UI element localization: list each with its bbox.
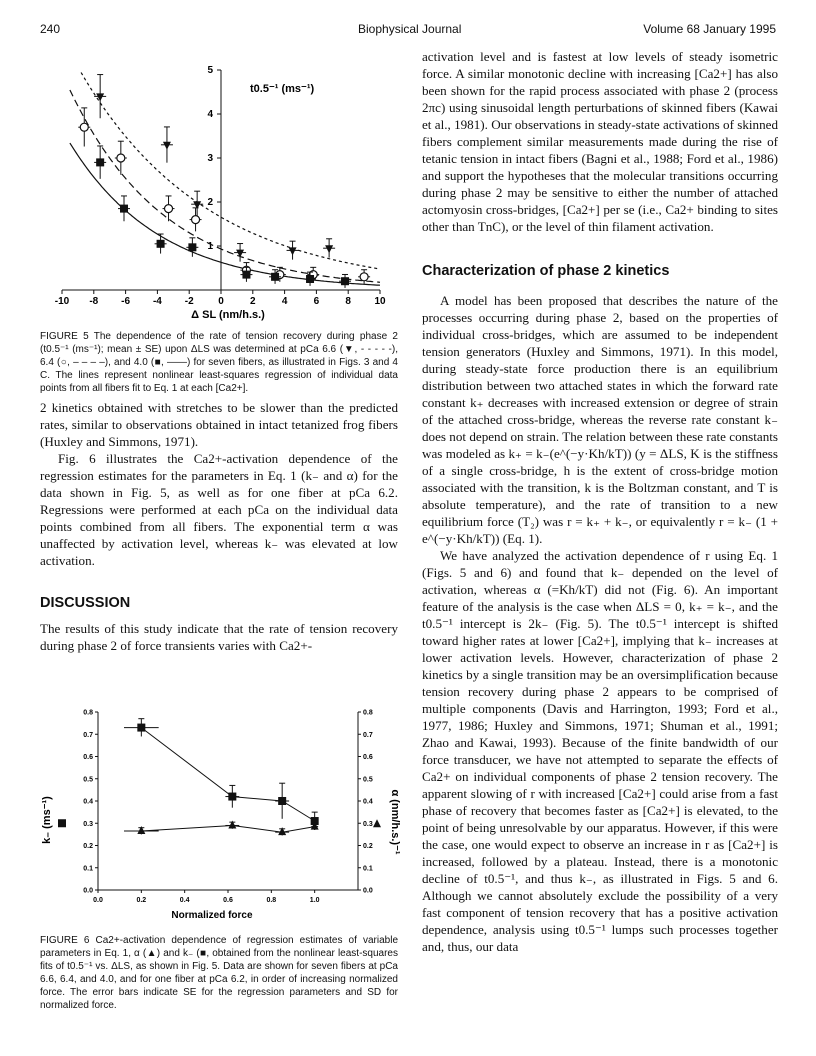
fig5-x-tick-label: -4	[152, 296, 162, 307]
fig6-data-point	[137, 724, 145, 732]
fig5-data-point	[236, 250, 244, 258]
fig5-fit-curve	[70, 143, 380, 285]
fig6-x-axis-label: Normalized force	[171, 910, 253, 921]
fig6-x-tick-label: 0.8	[266, 897, 277, 904]
fig5-data-point	[163, 142, 171, 150]
fig6-y-tick-label: 0.5	[83, 776, 93, 784]
volume-info: Volume 68 January 1995	[643, 22, 776, 36]
fig5-x-tick-label: 4	[281, 296, 288, 307]
fig6-y2-tick-label: 0.7	[363, 731, 373, 739]
figure-6-chart	[40, 700, 401, 925]
fig5-x-tick-label: 0	[218, 296, 224, 307]
fig5-data-point	[289, 247, 297, 255]
fig6-y-tick-label: 0.3	[83, 820, 93, 828]
left-paragraph-3: The results of this study indicate that the rate of tension recovery during phase 2 of force transients varies with Ca2+-	[40, 621, 398, 653]
fig5-data-point	[360, 273, 368, 281]
fig5-y-tick-label: 1	[207, 241, 213, 252]
fig5-data-point	[306, 275, 314, 283]
journal-name: Biophysical Journal	[358, 22, 462, 36]
fig6-y-tick-label: 0.6	[83, 754, 93, 761]
figure-5-chart	[40, 50, 398, 320]
fig6-y-tick-label: 0.1	[83, 865, 93, 873]
running-header	[40, 22, 776, 40]
discussion-heading: DISCUSSION	[40, 595, 131, 611]
figure-5-caption: FIGURE 5 The dependence of the rate of tension recovery during phase 2 (t0.5⁻¹ (ms⁻¹); mean ± SE) upon ΔLS was determined at pCa 6.6 (▼, - - - - -), 6.4 (○, – – – –), and 4.0 (■, ——) for seven fibers, as illustrated in Figs. 3 and 4 C. The lines represent nonlinear least-squares regression of individual data points from all fibers fit to Eq. 1 at each [Ca2+].	[40, 331, 398, 394]
fig5-fit-curve	[70, 90, 380, 282]
fig5-x-tick-label: 10	[374, 296, 386, 307]
fig5-data-point	[96, 158, 104, 166]
left-paragraph-2: Fig. 6 illustrates the Ca2+-activation dependence of the regression estimates for the parameters in Eq. 1 (k₋ and α) for the data shown in Fig. 5, as well as for one fiber at pCa 6.2. Regressions were performed at each pCa on the individual data points combined from all fibers. The exponential term α was unaffected by activation level, whereas k₋ was elevated at low activation.	[40, 451, 398, 568]
fig6-y2-tick-label: 0.1	[363, 865, 373, 873]
fig6-data-point	[278, 797, 286, 805]
fig5-x-tick-label: 2	[250, 296, 256, 307]
fig6-y-tick-label: 0.4	[83, 798, 93, 806]
fig5-data-point	[157, 240, 165, 248]
fig5-data-point	[165, 205, 173, 213]
fig5-y-tick-label: 4	[207, 109, 213, 120]
fig6-y2-tick-label: 0.6	[363, 754, 373, 761]
fig5-x-tick-label: -2	[184, 296, 194, 307]
fig5-y-tick-label: 2	[207, 197, 213, 208]
fig5-fit-curve	[81, 73, 380, 270]
fig5-data-point	[117, 154, 125, 162]
fig5-y-tick-label: 3	[207, 153, 213, 164]
fig5-data-point	[188, 243, 196, 251]
fig5-data-point	[325, 245, 333, 253]
fig6-y2-tick-label: 0.4	[363, 798, 373, 806]
fig6-y-tick-label: 0.0	[83, 887, 93, 895]
fig6-y2-tick-label: 0.8	[363, 709, 373, 717]
fig5-x-tick-label: -6	[121, 296, 131, 307]
phase2-heading: Characterization of phase 2 kinetics	[422, 263, 670, 279]
fig6-series-line	[141, 728, 314, 821]
fig6-x-tick-label: 0.0	[93, 897, 103, 904]
fig6-y-tick-label: 0.2	[83, 843, 93, 850]
fig6-data-point	[228, 793, 236, 801]
left-paragraph-1: 2 kinetics obtained with stretches to be slower than the predicted rates, similar to observations obtained in intact tetanized frog fibers (Huxley and Simmons, 1971).	[40, 400, 398, 449]
fig6-y2-tick-label: 0.5	[363, 776, 373, 784]
fig5-data-point	[271, 273, 279, 281]
fig6-kminus-legend-square	[58, 819, 66, 827]
figure-6-caption: FIGURE 6 Ca2+-activation dependence of regression estimates of variable parameters in Eq. 1, α (▲) and k₋ (■, obtained from the nonlinear least-squares fits of t0.5⁻¹ vs. ΔLS, as shown in Fig. 5. Data are shown for seven fibers at pCa 6.6, 6.4, and 4.0, and for one fiber at pCa 6.2, in order of increasing normalized force. The error bars indicate SE for the regression parameters and SD for normalized force.	[40, 935, 398, 1011]
fig6-x-tick-label: 0.6	[223, 897, 233, 904]
right-paragraph-2: A model has been proposed that describes the nature of the processes occurring during phase 2, based on the properties of individual cross-bridges, which are assumed to be independent tension generators (Huxley and Simmons, 1971). In this model, during steady-state force production there is an equilibrium distribution between two attached states in which the forward rate constant k₊ decreases with increased extension or degree of strain of the attached cross-bridge, whereas the reverse rate constant k₋ does not depend on strain. The relation between these rate constants was modeled as k₊ = k₋(e^(−y·Kh/kT)) (y = ΔLS, K is the stiffness of a single cross-bridge, h is the extent of cross-bridge motion associated with the transition, k is the Boltzman constant, and T is absolute temperature), and the rate of transition to a new equilibrium force (T₂) was r = k₊ + k₋, or equivalently r = k₋ (1 + e^(−y·Kh/kT)) (Eq. 1).	[422, 293, 778, 546]
fig6-y2-tick-label: 0.0	[363, 887, 373, 895]
fig5-data-point	[120, 205, 128, 213]
right-paragraph-1: activation level and is fastest at low levels of steady isometric force. A similar monotonic decline with increasing [Ca2+] has also been shown for the rapid process associated with phase 2 (process 2πc) using sinusoidal length perturbations of skinned fibers (Kawai et al., 1981). Our observations in steady-state activations of skinned fibers complement similar measurements made during the rise of tetanic tension in intact fibers (Bagni et al., 1988; Ford et al., 1986) and support the hypotheses that the molecular transitions occurring during phase 2 may be sensitive to either the number of attached actomyosin cross-bridges, [Ca2+] per se (i.e., Ca2+ binding to sites other than TnC), or the level of thin filament activation.	[422, 49, 778, 234]
fig5-x-axis-label: Δ SL (nm/h.s.)	[191, 309, 265, 321]
fig5-data-point	[192, 216, 200, 224]
fig6-x-tick-label: 1.0	[309, 897, 320, 904]
fig6-x-tick-label: 0.4	[179, 897, 190, 904]
fig5-y-axis-label: t0.5⁻¹ (ms⁻¹)	[250, 83, 315, 95]
fig5-data-point	[96, 93, 104, 101]
right-paragraph-3: We have analyzed the activation dependence of r using Eq. 1 (Figs. 5 and 6) and found that k₋ depended on the level of activation, whereas α (=Kh/kT) did not (Fig. 6). An important feature of the analysis is the case when ΔLS = 0, k₊ = k₋, and the t0.5⁻¹ intercept is 2k₋ (Fig. 5). The t0.5⁻¹ intercept is shifted toward higher rates at lower [Ca2+], implying that k₋ increases at lower activation levels. However, characterization of phase 2 kinetics by a single transition may be an oversimplification because tension recovery during phase 2 appears to be comprised of multiple components (Davis and Harrington, 1993; Ford et al., 1977, 1986; Huxley and Simmons, 1971; Shuman et al., 1991; Zhao and Kawai, 1993). Because of the finite bandwidth of our force transducer, we have not attempted to separate the effects of Ca2+ on individual components of phase 2 tension recovery. The apparent slowing of r with increased [Ca2+] could arise from a fast phase of recovery that becomes faster as [Ca2+] is elevated, to the point of being unresolvable by our apparatus. However, if this were the case, one would expect to observe an increase in r as [Ca2+] is increased, followed by a plateau. Instead, there is a monotonic decline of t0.5⁻¹, and thus k₋, as illustrated in Figs. 5 and 6. Although we cannot absolutely exclude the possibility of a very fast component of tension recovery that has a positive activation dependence, analysis using t0.5⁻¹ lumps such processes together and, thus, our data	[422, 548, 778, 954]
fig5-y-tick-label: 5	[207, 65, 213, 76]
fig5-x-tick-label: 8	[345, 296, 351, 307]
fig5-data-point	[341, 277, 349, 285]
fig5-data-point	[242, 271, 250, 279]
fig5-data-point	[80, 123, 88, 131]
fig5-x-tick-label: -8	[89, 296, 99, 307]
fig6-y2-tick-label: 0.2	[363, 843, 373, 850]
fig6-right-axis-label: α (nm/h.s.)⁻¹	[389, 789, 401, 855]
fig6-x-tick-label: 0.2	[136, 897, 147, 904]
fig5-x-tick-label: 6	[313, 296, 320, 307]
fig6-y2-tick-label: 0.3	[363, 820, 373, 828]
fig6-y-tick-label: 0.7	[83, 731, 93, 739]
fig6-alpha-legend-triangle	[373, 819, 381, 827]
fig5-x-tick-label: -10	[54, 296, 70, 307]
fig6-left-axis-label: k₋ (ms⁻¹)	[41, 796, 53, 844]
page-number: 240	[40, 22, 61, 36]
fig6-y-tick-label: 0.8	[83, 709, 93, 717]
fig6-series-line	[141, 826, 314, 833]
